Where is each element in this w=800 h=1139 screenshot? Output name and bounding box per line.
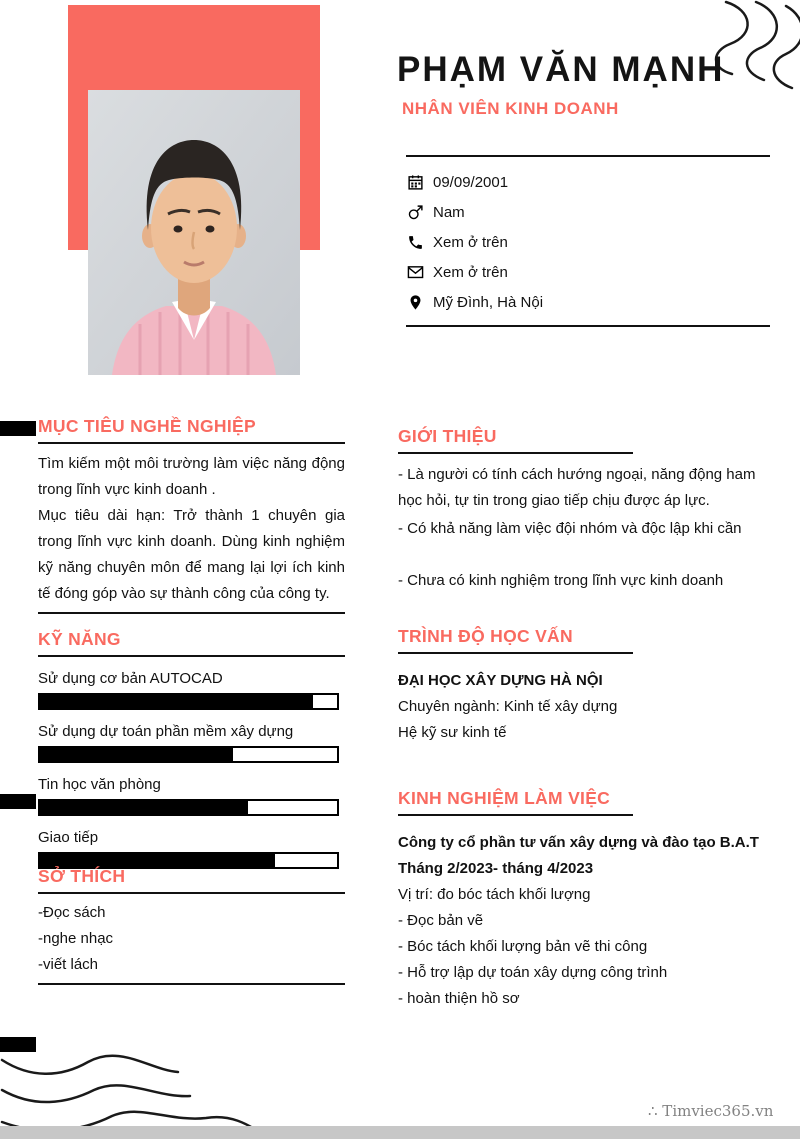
experience-heading-rule bbox=[398, 814, 633, 816]
education-heading-rule bbox=[398, 652, 633, 654]
about-heading: GIỚI THIỆU bbox=[398, 426, 497, 446]
contact-info bbox=[406, 155, 770, 327]
experience-duty: - Bóc tách khối lượng bản vẽ thi công bbox=[398, 938, 648, 955]
experience-duty: - Hỗ trợ lập dự toán xây dựng công trình bbox=[398, 964, 668, 981]
contact-row-address bbox=[406, 287, 770, 317]
decorative-black-bar-1 bbox=[0, 421, 36, 436]
experience-heading: KINH NGHIỆM LÀM VIỆC bbox=[398, 788, 611, 808]
brand-watermark: ∴ Timviec365.vn bbox=[648, 1102, 774, 1120]
gender-icon bbox=[406, 203, 424, 221]
skill-bar bbox=[38, 799, 339, 816]
contact-rows bbox=[406, 157, 770, 325]
experience-period: Tháng 2/2023- tháng 4/2023 bbox=[398, 860, 594, 877]
hobby-item: -viết lách bbox=[38, 956, 99, 973]
section-experience bbox=[398, 788, 772, 1012]
skill-label: Giao tiếp bbox=[38, 829, 99, 846]
about-line: - Chưa có kinh nghiệm trong lĩnh vực kinh doanh bbox=[398, 572, 724, 589]
skill-label: Sử dụng cơ bản AUTOCAD bbox=[38, 670, 223, 687]
contact-dob-text: 09/09/2001 bbox=[433, 173, 509, 191]
portrait-illustration bbox=[88, 90, 300, 375]
hobbies-list bbox=[38, 900, 345, 978]
objective-bottom-rule bbox=[38, 612, 345, 614]
education-heading: TRÌNH ĐỘ HỌC VẤN bbox=[398, 626, 573, 646]
skill-item bbox=[38, 723, 345, 763]
location-icon bbox=[406, 293, 424, 311]
skill-label: Tin học văn phòng bbox=[38, 776, 161, 793]
education-degree: Hệ kỹ sư kinh tế bbox=[398, 724, 507, 741]
section-about bbox=[398, 426, 772, 594]
skill-item bbox=[38, 829, 345, 869]
decorative-black-bar-3 bbox=[0, 1037, 36, 1052]
about-line: - Là người có tính cách hướng ngoại, năng động ham học hỏi, tự tin trong giao tiếp chịu được áp lực. bbox=[398, 466, 756, 509]
section-hobbies bbox=[38, 866, 345, 985]
skill-bar-fill bbox=[40, 748, 233, 761]
section-skills bbox=[38, 629, 345, 869]
about-heading-rule bbox=[398, 452, 633, 454]
section-objective bbox=[38, 416, 345, 614]
phone-icon bbox=[406, 233, 424, 251]
hobbies-heading-rule bbox=[38, 892, 345, 894]
contact-row-phone bbox=[406, 227, 770, 257]
experience-position: Vị trí: đo bóc tách khối lượng bbox=[398, 886, 591, 903]
contact-gender-text: Nam bbox=[433, 203, 465, 221]
section-education bbox=[398, 626, 772, 746]
experience-duty: - hoàn thiện hồ sơ bbox=[398, 990, 520, 1007]
experience-company: Công ty cổ phần tư vấn xây dựng và đào tạo B.A.T bbox=[398, 834, 759, 851]
candidate-name: PHẠM VĂN MẠNH bbox=[397, 50, 725, 89]
skills-heading-rule bbox=[38, 655, 345, 657]
skill-bar bbox=[38, 746, 339, 763]
contact-address-text: Mỹ Đình, Hà Nội bbox=[433, 293, 544, 311]
skill-label: Sử dụng dự toán phần mềm xây dựng bbox=[38, 723, 294, 740]
contact-email-text: Xem ở trên bbox=[433, 263, 508, 281]
decorative-black-bar-2 bbox=[0, 794, 36, 809]
skill-bar-fill bbox=[40, 695, 313, 708]
about-line: - Có khả năng làm việc đội nhóm và độc lập khi cần bbox=[398, 520, 742, 537]
contact-row-gender bbox=[406, 197, 770, 227]
job-title: NHÂN VIÊN KINH DOANH bbox=[402, 99, 619, 118]
skill-item bbox=[38, 670, 345, 710]
objective-heading-rule bbox=[38, 442, 345, 444]
calendar-icon bbox=[406, 173, 424, 191]
objective-paragraph-1: Tìm kiếm một môi trường làm việc năng động trong lĩnh vực kinh doanh . bbox=[38, 455, 345, 498]
education-school: ĐẠI HỌC XÂY DỰNG HÀ NỘI bbox=[398, 672, 603, 689]
contact-phone-text: Xem ở trên bbox=[433, 233, 508, 251]
skill-item bbox=[38, 776, 345, 816]
profile-photo bbox=[88, 90, 300, 375]
contact-row-dob bbox=[406, 167, 770, 197]
hobbies-bottom-rule bbox=[38, 983, 345, 985]
skill-bar-fill bbox=[40, 801, 248, 814]
skill-bar bbox=[38, 693, 339, 710]
contact-row-email bbox=[406, 257, 770, 287]
footer-strip bbox=[0, 1126, 800, 1139]
objective-heading: MỤC TIÊU NGHỀ NGHIỆP bbox=[38, 416, 256, 436]
email-icon bbox=[406, 263, 424, 281]
education-major: Chuyên ngành: Kinh tế xây dựng bbox=[398, 698, 618, 715]
skills-heading: KỸ NĂNG bbox=[38, 629, 121, 649]
contact-bottom-divider bbox=[406, 325, 770, 327]
objective-paragraph-2: Mục tiêu dài hạn: Trở thành 1 chuyên gia trong lĩnh vực kinh doanh. Dùng kinh nghiệm kỹ năng chuyên môn để mang lại lợi ích kinh tế đóng góp vào sự thành công của công ty. bbox=[38, 507, 345, 602]
hobby-item: -Đọc sách bbox=[38, 904, 106, 921]
experience-duty: - Đọc bản vẽ bbox=[398, 912, 484, 929]
hobbies-heading: SỞ THÍCH bbox=[38, 866, 126, 886]
hobby-item: -nghe nhạc bbox=[38, 930, 114, 947]
